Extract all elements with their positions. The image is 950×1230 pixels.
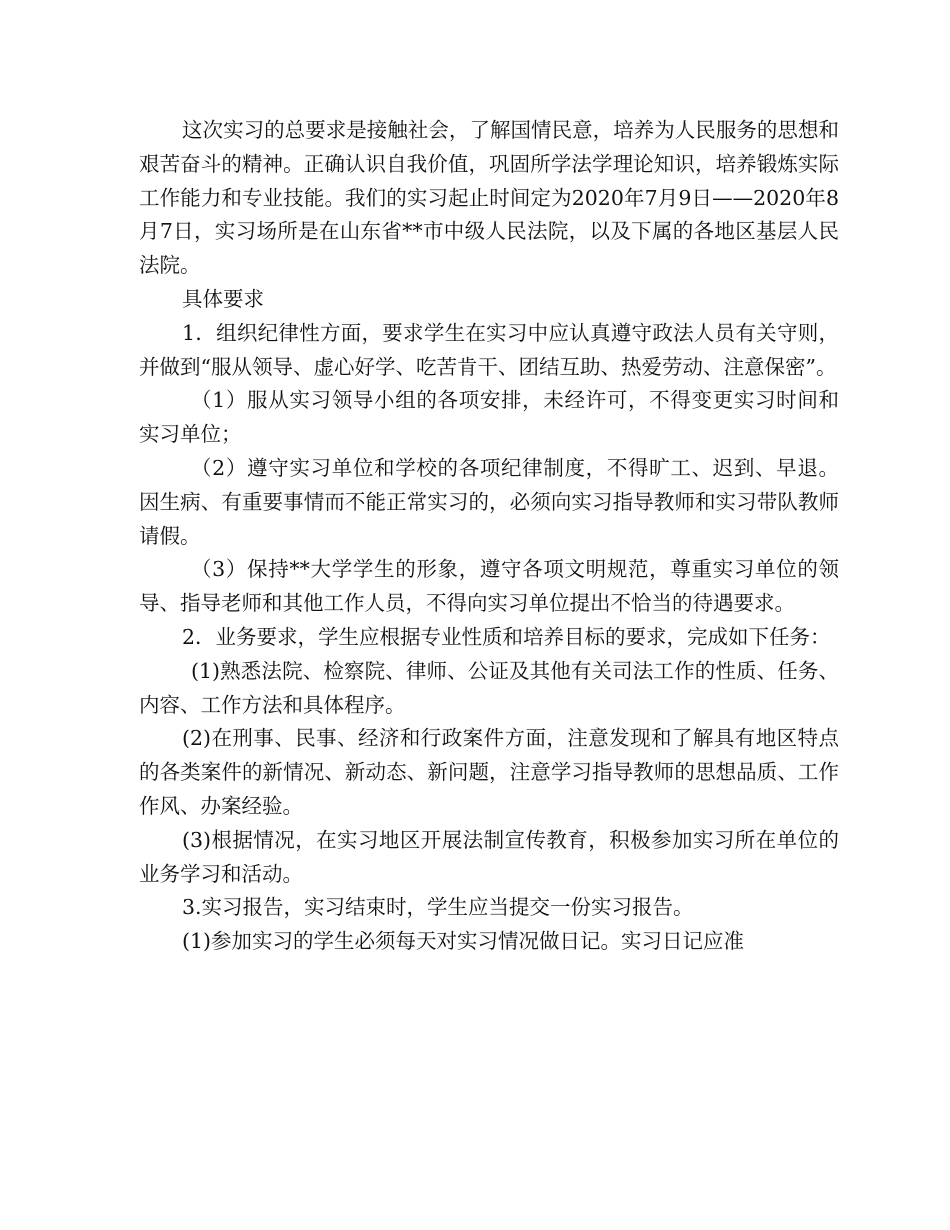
document-body [139, 114, 839, 959]
paragraph-discipline-item-1: （1）服从实习领导小组的各项安排，未经许可，不得变更实习时间和实习单位； [139, 388, 839, 447]
paragraph-business: 2．业务要求，学生应根据专业性质和培养目标的要求，完成如下任务： [182, 624, 831, 649]
paragraph-business-item-3: (3)根据情况，在实习地区开展法制宣传教育，积极参加实习所在单位的业务学习和活动。 [139, 827, 839, 886]
paragraph-business-item-1: (1)熟悉法院、检察院、律师、公证及其他有关司法工作的性质、任务、内容、工作方法和具体程序。 [139, 658, 839, 717]
paragraph-discipline-item-3: （3）保持**大学学生的形象，遵守各项文明规范，尊重实习单位的领导、指导老师和其他工作人员，不得向实习单位提出不恰当的待遇要求。 [139, 557, 839, 616]
paragraph-overview: 这次实习的总要求是接触社会，了解国情民意，培养为人民服务的思想和艰苦奋斗的精神。正确认识自我价值，巩固所学法学理论知识，培养锻炼实际工作能力和专业技能。我们的实习起止时间定为2020年7月9日——2020年8月7日，实习场所是在山东省**市中级人民法院，以及下属的各地区基层人民法院。 [139, 118, 839, 278]
paragraph-business-item-2: (2)在刑事、民事、经济和行政案件方面，注意发现和了解具有地区特点的各类案件的新情况、新动态、新问题，注意学习指导教师的思想品质、工作作风、办案经验。 [139, 726, 839, 818]
paragraph-report: 3.实习报告，实习结束时，学生应当提交一份实习报告。 [182, 895, 694, 920]
paragraph-discipline-item-2: （2）遵守实习单位和学校的各项纪律制度，不得旷工、迟到、早退。因生病、有重要事情而不能正常实习的，必须向实习指导教师和实习带队教师请假。 [139, 455, 839, 548]
paragraph-report-item-1: (1)参加实习的学生必须每天对实习情况做日记。实习日记应准 [182, 929, 745, 954]
heading-specific-requirements: 具体要求 [182, 286, 264, 311]
paragraph-discipline: 1．组织纪律性方面，要求学生在实习中应认真遵守政法人员有关守则，并做到“服从领导、虚心好学、吃苦肯干、团结互助、热爱劳动、注意保密”。 [139, 320, 839, 379]
